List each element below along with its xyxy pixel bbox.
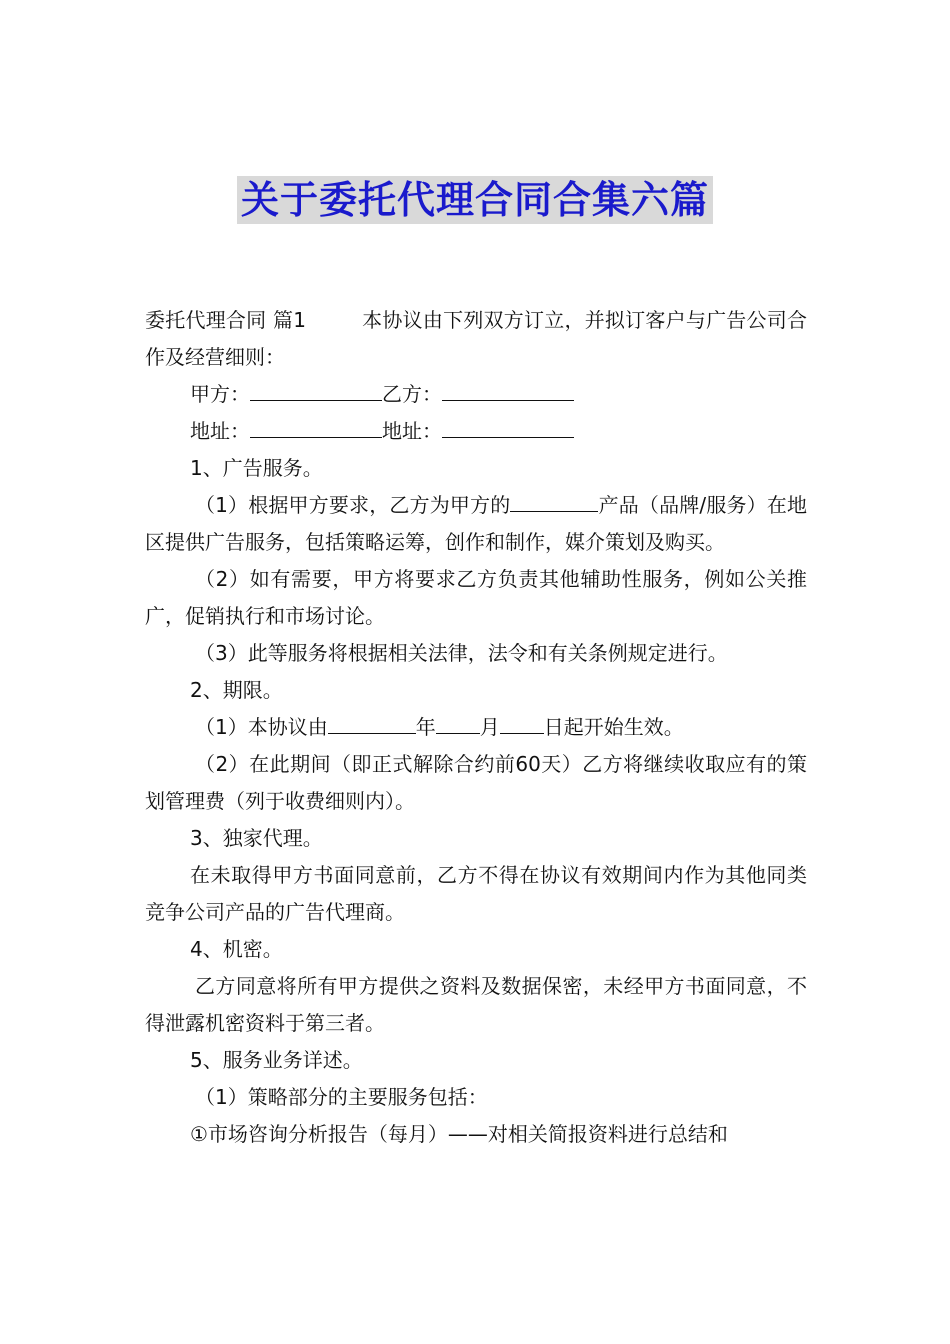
title-area (0, 176, 950, 224)
document-body (145, 302, 807, 1153)
section-2-item-2: （2）在此期间（即正式解除合约前60天）乙方将继续收取应有的策划管理费（列于收费细则内）。 (145, 752, 807, 813)
s1-1-text-b: 产品（品牌/服务）在地区提供广告服务，包括策略运筹，创作和制作，媒介策划及购买。 (145, 493, 807, 554)
address-b-label: 地址： (382, 419, 442, 443)
party-line (145, 376, 807, 413)
section-1-heading: 1、广告服务。 (190, 456, 323, 480)
section-3-body: 在未取得甲方书面同意前，乙方不得在协议有效期间内作为其他同类竞争公司产品的广告代理商。 (145, 863, 807, 924)
party-a-blank (250, 378, 382, 401)
address-a-label: 地址： (190, 419, 250, 443)
section-4-body: 乙方同意将所有甲方提供之资料及数据保密，未经甲方书面同意，不得泄露机密资料于第三者。 (145, 974, 807, 1035)
year-label: 年 (415, 715, 436, 739)
party-b-label: 乙方： (382, 382, 442, 406)
intro-paragraph (145, 302, 807, 376)
document-title: 关于委托代理合同合集六篇 (237, 176, 713, 224)
section-5-heading: 5、服务业务详述。 (190, 1048, 363, 1072)
section-1-item-1 (145, 487, 807, 561)
s1-1-text-a: （1）根据甲方要求，乙方为甲方的 (195, 493, 511, 517)
month-blank (436, 711, 480, 734)
product-blank (510, 489, 598, 512)
party-a-label: 甲方： (190, 382, 250, 406)
section-5-item-1: （1）策略部分的主要服务包括： (195, 1085, 488, 1109)
section-3-heading: 3、独家代理。 (190, 826, 323, 850)
party-b-blank (442, 378, 574, 401)
s2-1-text-end: 日起开始生效。 (543, 715, 684, 739)
s2-1-text-a: （1）本协议由 (195, 715, 328, 739)
section-4-heading: 4、机密。 (190, 937, 283, 961)
section-heading: 委托代理合同 篇1 (145, 308, 306, 332)
section-2-item-1 (145, 709, 807, 746)
address-line (145, 413, 807, 450)
intro-text: 本协议由下列双方订立，并拟订客户与广告公司合作及经营细则： (145, 308, 808, 369)
section-1-item-3: （3）此等服务将根据相关法律，法令和有关条例规定进行。 (195, 641, 728, 665)
address-a-blank (250, 415, 382, 438)
address-b-blank (442, 415, 574, 438)
year-blank (328, 711, 416, 734)
section-2-heading: 2、期限。 (190, 678, 283, 702)
section-5-item-1-i: ①市场咨询分析报告（每月）——对相关简报资料进行总结和 (190, 1122, 728, 1146)
section-1-item-2: （2）如有需要，甲方将要求乙方负责其他辅助性服务，例如公关推广，促销执行和市场讨论。 (145, 567, 807, 628)
day-blank (500, 711, 544, 734)
month-label: 月 (479, 715, 500, 739)
